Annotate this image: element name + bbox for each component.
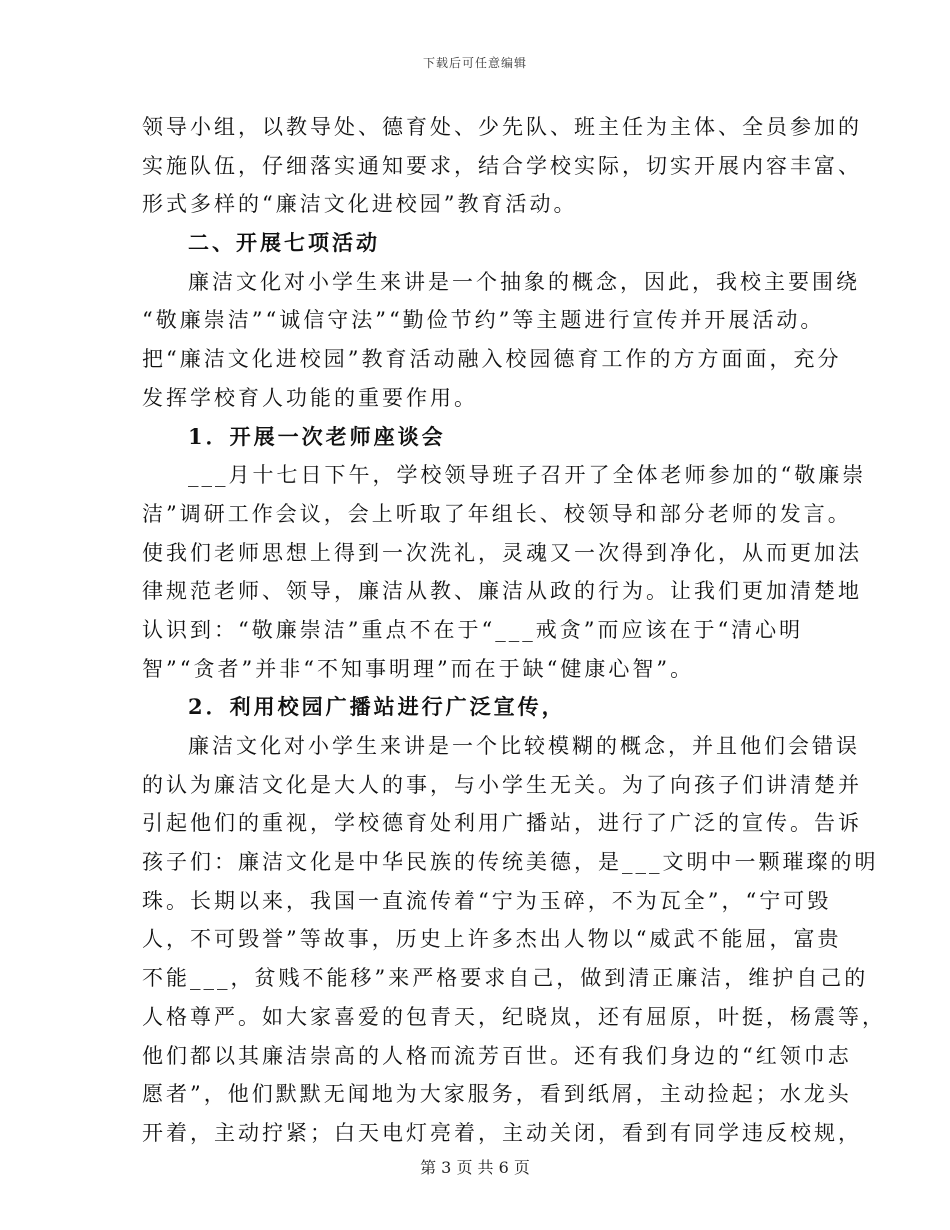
paragraph-line: 廉洁文化对小学生来讲是一个比较模糊的概念，并且他们会错误: [188, 734, 860, 758]
paragraph-line: 孩子们：廉洁文化是中华民族的传统美德，是___文明中一颗璀璨的明: [142, 850, 879, 875]
paragraph-line: 实施队伍，仔细落实通知要求，结合学校实际，切实开展内容丰富、: [142, 153, 862, 178]
page-number: 第 3 页 共 6 页: [420, 1158, 530, 1177]
paragraph-line: 洁”调研工作会议，会上听取了年组长、校领导和部分老师的发言。: [142, 501, 852, 526]
page-header-note: 下载后可任意编辑: [422, 56, 527, 70]
paragraph-line: 珠。长期以来，我国一直流传着“宁为玉碎，不为瓦全”，“宁可毁: [142, 888, 832, 913]
paragraph-line: 把“廉洁文化进校园”教育活动融入校园德育工作的方方面面，充分: [142, 347, 842, 372]
paragraph-line: 使我们老师思想上得到一次洗礼，灵魂又一次得到净化，从而更加法: [142, 540, 862, 565]
paragraph-line: 认识到：“敬廉崇洁”重点不在于“___戒贪”而应该在于“清心明: [142, 617, 804, 642]
paragraph-line: 愿者”，他们默默无闻地为大家服务，看到纸屑，主动捡起；水龙头: [142, 1082, 852, 1107]
subsection-heading: 1．开展一次老师座谈会: [188, 423, 446, 449]
paragraph-line: 的认为廉洁文化是大人的事，与小学生无关。为了向孩子们讲清楚并: [142, 772, 862, 797]
document-body: [142, 108, 886, 1153]
paragraph-line: 发挥学校育人功能的重要作用。: [142, 385, 478, 410]
section-heading: 二、开展七项活动: [188, 230, 380, 256]
paragraph-line: 形式多样的“廉洁文化进校园”教育活动。: [142, 192, 578, 217]
paragraph-line: 人格尊严。如大家喜爱的包青天，纪晓岚，还有屈原，叶挺，杨震等，: [142, 1004, 886, 1029]
paragraph-line: ___月十七日下午，学校领导班子召开了全体老师参加的“敬廉崇: [188, 463, 867, 488]
paragraph-line: 人，不可毁誉”等故事，历史上许多杰出人物以“威武不能屈，富贵: [142, 927, 842, 952]
paragraph-line: 开着，主动拧紧；白天电灯亮着，主动关闭，看到有同学违反校规，: [142, 1120, 862, 1145]
paragraph-line: 引起他们的重视，学校德育处利用广播站，进行了广泛的宣传。告诉: [142, 811, 862, 836]
paragraph-line: 领导小组，以教导处、德育处、少先队、班主任为主体、全员参加的: [142, 115, 862, 139]
paragraph-line: 不能___，贫贱不能移”来严格要求自己，做到清正廉洁，维护自己的: [142, 966, 869, 991]
paragraph-line: 他们都以其廉洁崇高的人格而流芳百世。还有我们身边的“红领巾志: [142, 1043, 852, 1068]
paragraph-line: “敬廉崇洁”“诚信守法”“勤俭节约”等主题进行宣传并开展活动。: [142, 308, 825, 333]
paragraph-line: 智”“贪者”并非“不知事明理”而在于缺“健康心智”。: [142, 656, 695, 681]
paragraph-line: 廉洁文化对小学生来讲是一个抽象的概念，因此，我校主要围绕: [188, 269, 860, 294]
subsection-heading: 2．利用校园广播站进行广泛宣传，: [188, 694, 566, 720]
paragraph-line: 律规范老师、领导，廉洁从教、廉洁从政的行为。让我们更加清楚地: [142, 579, 862, 604]
